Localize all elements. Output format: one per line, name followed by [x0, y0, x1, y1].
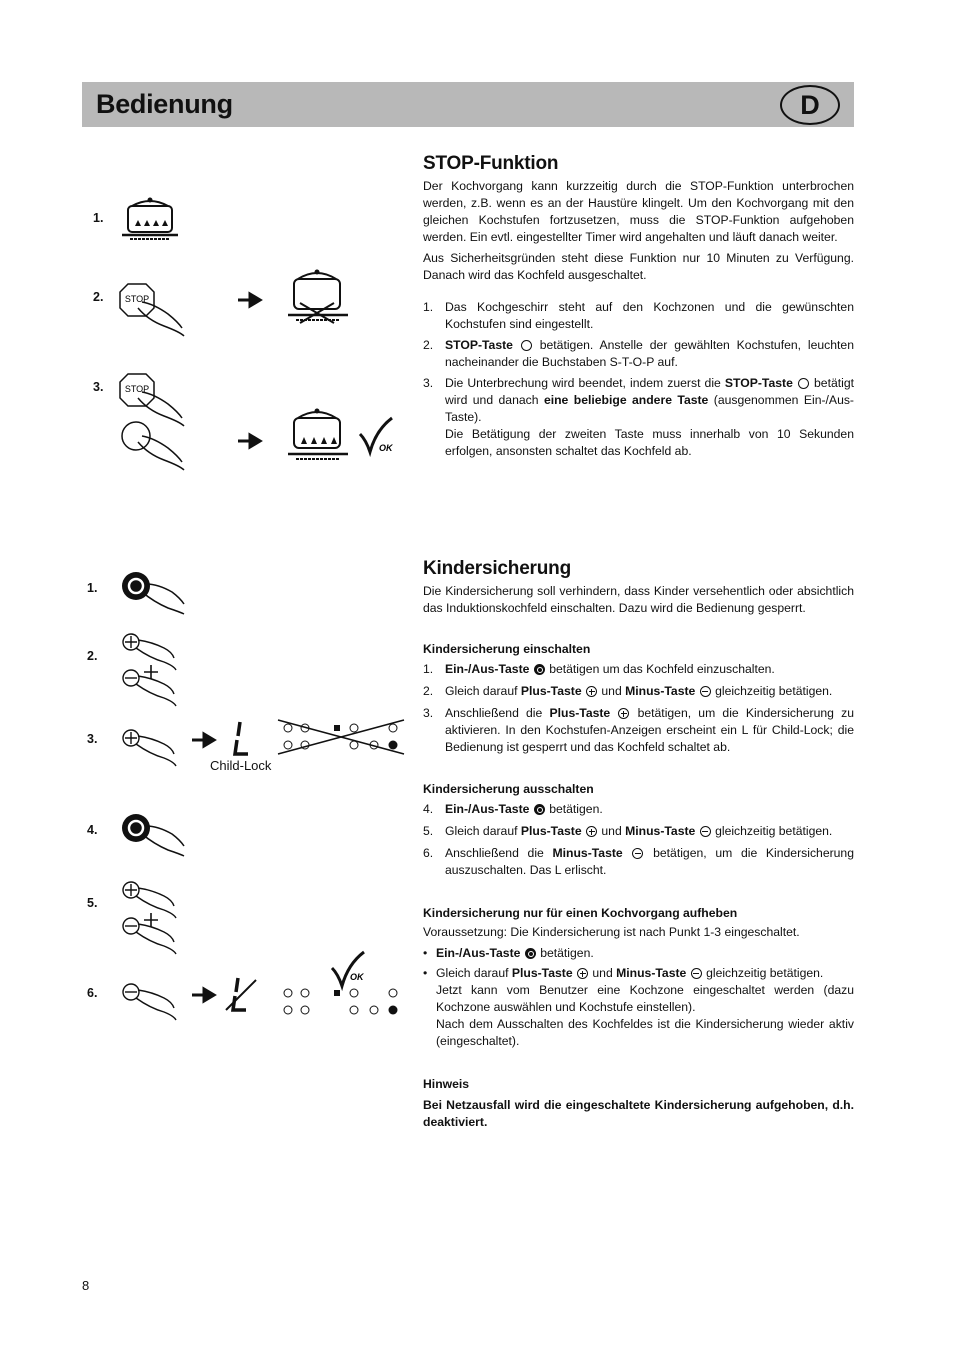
finger-press-plus-minus-illustration: [120, 632, 190, 710]
childlock-on-steps: [423, 661, 854, 756]
page-title: Bedienung: [96, 89, 233, 119]
finger-press-power-illustration: [120, 568, 190, 616]
childlock-intro: Die Kindersicherung soll verhindern, dass Kinder versehentlich oder absichtlich das Induktionskochfeld einschalten. Dazu wird die Bedienung gesperrt.: [423, 584, 854, 615]
list-item: 3. Anschließend die Plus-Taste betätigen, um die Kindersicherung zu aktivieren. In den Kochstufen-Anzeigen erscheint ein L für Child-Lock; die Bedienung ist gesperrt und das Kochfeld schaltet ab.: [423, 706, 854, 754]
svg-text:STOP: STOP: [124, 384, 150, 394]
minus-key-icon: [700, 826, 711, 837]
childlock-title: Kindersicherung: [423, 558, 571, 579]
power-key-icon: [525, 948, 536, 959]
stop-para-1: Der Kochvorgang kann kurzzeitig durch die STOP-Funktion unterbrochen werden, z.B. wenn es an der Haustüre klingelt. Um den Kochvorgang mit den gleichen Kochstufen fortzusetzen, muss die STOP-Funktion aufgehoben werden. Ein evtl. eingestellter Timer wird angehalten und läuft danach weiter.: [423, 179, 854, 244]
language-badge: D: [780, 85, 840, 125]
lock-figure-step-5: 5.: [87, 896, 98, 910]
finger-press-power-illustration: [120, 810, 190, 858]
pot-with-heat-illustration: [120, 196, 182, 244]
child-lock-label: Child-Lock: [210, 758, 272, 773]
lock-figure-step-4: 4.: [87, 823, 98, 837]
finger-press-stop-then-any-key-illustration: [118, 370, 188, 475]
list-item: 6. Anschließend die Minus-Taste betätigen, um die Kindersicherung auszuschalten. Das L erlischt.: [423, 846, 854, 877]
childlock-once-heading: Kindersicherung nur für einen Kochvorgang aufheben: [423, 906, 738, 920]
plus-key-icon: [618, 708, 629, 719]
lock-figure-step-3: 3.: [87, 732, 98, 746]
list-item: 1. Das Kochgeschirr steht auf den Kochzonen und die gewünschten Kochstufen sind eingestellt.: [423, 300, 854, 331]
list-item: 1. Ein-/Aus-Taste betätigen um das Kochfeld einzuschalten.: [423, 662, 775, 676]
stop-figure-step-2: 2.: [93, 290, 104, 304]
lock-figure-step-6: 6.: [87, 986, 98, 1000]
list-item: • Gleich darauf Plus-Taste und Minus-Taste gleichzeitig betätigen. Jetzt kann vom Benutzer eine Kochzone eingeschaltet werden (dazu Kochzone auswählen und Kochstufe einstellen). Nach dem Ausschalten des Kochfeldes ist die Kindersicherung wieder aktiv (eingeschaltet).: [423, 966, 854, 1048]
ok-label: OK: [350, 972, 364, 982]
plus-key-icon: [586, 686, 597, 697]
minus-key-icon: [691, 968, 702, 979]
power-key-icon: [534, 804, 545, 815]
arrow-right-icon: [236, 292, 266, 308]
childlock-off-steps: [423, 801, 854, 879]
childlock-once-bullets: [423, 945, 854, 1050]
childlock-on-heading: Kindersicherung einschalten: [423, 642, 591, 656]
minus-key-icon: [700, 686, 711, 697]
stop-steps: [423, 299, 854, 460]
finger-press-plus-illustration: [120, 726, 190, 770]
header-bar: [82, 82, 854, 127]
arrow-right-icon: [190, 732, 220, 748]
control-panel-crossed-illustration: [278, 718, 404, 756]
arrow-right-icon: [236, 433, 266, 449]
pot-resumed-ok-illustration: [284, 404, 404, 464]
child-lock-L-display-icon: [234, 720, 254, 758]
list-item: • Ein-/Aus-Taste betätigen.: [423, 946, 594, 960]
stop-key-label: STOP: [124, 294, 150, 304]
list-item: 3. Die Unterbrechung wird beendet, indem zuerst die STOP-Taste betätigt wird und danach eine beliebige andere Taste (ausgenommen Ein-/Aus-Taste). Die Betätigung der zweiten Taste muss innerhalb von 10 Sekunden erfolgen, ansonsten schaltet das Kochfeld ab.: [423, 376, 855, 458]
note-text: Bei Netzausfall wird die eingeschaltete Kindersicherung aufgehoben, d.h. deaktiviert.: [423, 1098, 854, 1129]
stop-section: [423, 155, 854, 460]
list-item: 4. Ein-/Aus-Taste betätigen.: [423, 802, 603, 816]
stop-para-2: Aus Sicherheitsgründen steht diese Funktion nur 10 Minuten zu Verfügung. Danach wird das Kochfeld ausgeschaltet.: [423, 251, 854, 282]
lock-figure-step-1: 1.: [87, 581, 98, 595]
child-lock-L-off-icon: [224, 976, 260, 1014]
plus-key-icon: [577, 968, 588, 979]
finger-press-plus-minus-illustration: [120, 880, 190, 958]
stop-title: STOP-Funktion: [423, 153, 559, 174]
pot-crossed-illustration: [284, 265, 354, 327]
childlock-section: [423, 560, 854, 1131]
plus-key-icon: [586, 826, 597, 837]
minus-key-icon: [632, 848, 643, 859]
arrow-right-icon: [190, 987, 220, 1003]
ok-label: OK: [379, 443, 393, 453]
list-item: 5. Gleich darauf Plus-Taste und Minus-Taste gleichzeitig betätigen.: [423, 824, 833, 838]
finger-press-minus-illustration: [120, 980, 190, 1024]
power-key-icon: [534, 664, 545, 675]
finger-press-stop-illustration: [118, 280, 188, 338]
childlock-off-heading: Kindersicherung ausschalten: [423, 782, 594, 796]
control-panel-unlocked-ok-illustration: [278, 948, 404, 1020]
stop-figure-step-1: 1.: [93, 211, 104, 225]
stop-key-icon: [521, 340, 532, 351]
note-heading: Hinweis: [423, 1077, 470, 1091]
lock-figure-step-2: 2.: [87, 649, 98, 663]
stop-figure-step-3: 3.: [93, 380, 104, 394]
list-item: 2. STOP-Taste betätigen. Anstelle der gewählten Kochstufen, leuchten nacheinander die Buchstaben S-T-O-P auf.: [423, 338, 854, 369]
childlock-once-precondition: Voraussetzung: Die Kindersicherung ist nach Punkt 1-3 eingeschaltet.: [423, 925, 800, 939]
page-number: 8: [82, 1278, 90, 1293]
stop-key-icon: [798, 378, 809, 389]
list-item: 2. Gleich darauf Plus-Taste und Minus-Taste gleichzeitig betätigen.: [423, 684, 833, 698]
